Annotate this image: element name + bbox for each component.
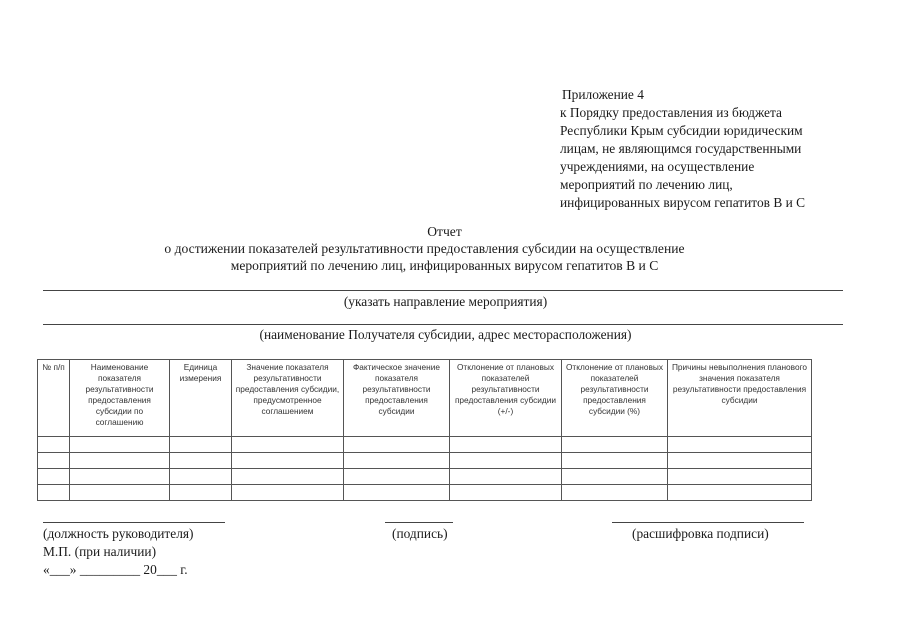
- table-cell[interactable]: [170, 437, 232, 453]
- stamp-note: М.П. (при наличии): [43, 544, 157, 559]
- table-cell[interactable]: [450, 453, 562, 469]
- table-cell[interactable]: [70, 453, 170, 469]
- appendix-block: [560, 86, 880, 212]
- header-unit: Единица измерения: [170, 360, 232, 437]
- signature-line: [385, 522, 453, 523]
- table-cell[interactable]: [450, 485, 562, 501]
- table-row: [38, 437, 812, 453]
- report-subtitle-line2: мероприятий по лечению лиц, инфицированных вирусом гепатитов В и С: [230, 258, 659, 273]
- table-cell[interactable]: [344, 469, 450, 485]
- position-label: (должность руководителя): [43, 526, 194, 541]
- table-cell[interactable]: [70, 437, 170, 453]
- table-cell[interactable]: [70, 485, 170, 501]
- table-header-row: [38, 360, 812, 437]
- header-number: № п/п: [38, 360, 70, 437]
- header-indicator-name: Наименование показателя результативности предоставления субсидии по соглашению: [70, 360, 170, 437]
- table-cell[interactable]: [232, 485, 344, 501]
- table-cell[interactable]: [170, 485, 232, 501]
- table-cell[interactable]: [668, 437, 812, 453]
- report-subtitle-line1: о достижении показателей результативности предоставления субсидии на осуществление: [164, 241, 685, 256]
- table-cell[interactable]: [70, 469, 170, 485]
- table-row: [38, 469, 812, 485]
- table-cell[interactable]: [232, 437, 344, 453]
- report-heading: [0, 223, 899, 274]
- table-cell[interactable]: [668, 469, 812, 485]
- table-cell[interactable]: [232, 469, 344, 485]
- appendix-line: Республики Крым субсидии юридическим: [560, 123, 803, 138]
- header-planned-value: Значение показателя результативности предоставления субсидии, предусмотренное соглашением: [232, 360, 344, 437]
- table-row: [38, 453, 812, 469]
- appendix-line: учреждениями, на осуществление: [560, 159, 755, 174]
- appendix-title: Приложение 4: [562, 87, 644, 102]
- table-cell[interactable]: [450, 437, 562, 453]
- decoding-label: (расшифровка подписи): [632, 526, 769, 541]
- report-title: Отчет: [427, 224, 462, 239]
- report-table: [37, 359, 812, 501]
- table-cell[interactable]: [38, 453, 70, 469]
- position-signature-line: [43, 522, 225, 523]
- table-cell[interactable]: [562, 469, 668, 485]
- header-deviation-pct: Отклонение от плановых показателей результативности предоставления субсидии (%): [562, 360, 668, 437]
- recipient-caption: (наименование Получателя субсидии, адрес месторасположения): [259, 327, 632, 342]
- table-cell[interactable]: [38, 485, 70, 501]
- table-cell[interactable]: [344, 453, 450, 469]
- table-cell[interactable]: [344, 437, 450, 453]
- table-cell[interactable]: [170, 453, 232, 469]
- table-cell[interactable]: [668, 485, 812, 501]
- table-cell[interactable]: [170, 469, 232, 485]
- table-row: [38, 485, 812, 501]
- table-cell[interactable]: [562, 437, 668, 453]
- direction-caption: (указать направление мероприятия): [343, 294, 548, 309]
- signature-label: (подпись): [392, 526, 448, 541]
- table-cell[interactable]: [562, 485, 668, 501]
- appendix-line: мероприятий по лечению лиц,: [560, 177, 733, 192]
- header-actual-value: Фактическое значение показателя результативности предоставления субсидии: [344, 360, 450, 437]
- header-reasons: Причины невыполнения планового значения показателя результативности предоставления субсидии: [668, 360, 812, 437]
- table-cell[interactable]: [668, 453, 812, 469]
- date-line: «___» _________ 20___ г.: [43, 562, 188, 577]
- table-cell[interactable]: [450, 469, 562, 485]
- appendix-line: к Порядку предоставления из бюджета: [560, 105, 782, 120]
- table-cell[interactable]: [232, 453, 344, 469]
- table-cell[interactable]: [38, 469, 70, 485]
- header-deviation-abs: Отклонение от плановых показателей результативности предоставления субсидии (+/-): [450, 360, 562, 437]
- appendix-line: лицам, не являющимся государственными: [560, 141, 802, 156]
- table-cell[interactable]: [562, 453, 668, 469]
- table-cell[interactable]: [38, 437, 70, 453]
- table-cell[interactable]: [344, 485, 450, 501]
- decoding-signature-line: [612, 522, 804, 523]
- direction-fill-line: [43, 290, 843, 291]
- appendix-line: инфицированных вирусом гепатитов В и С: [560, 195, 806, 210]
- recipient-fill-line: [43, 324, 843, 325]
